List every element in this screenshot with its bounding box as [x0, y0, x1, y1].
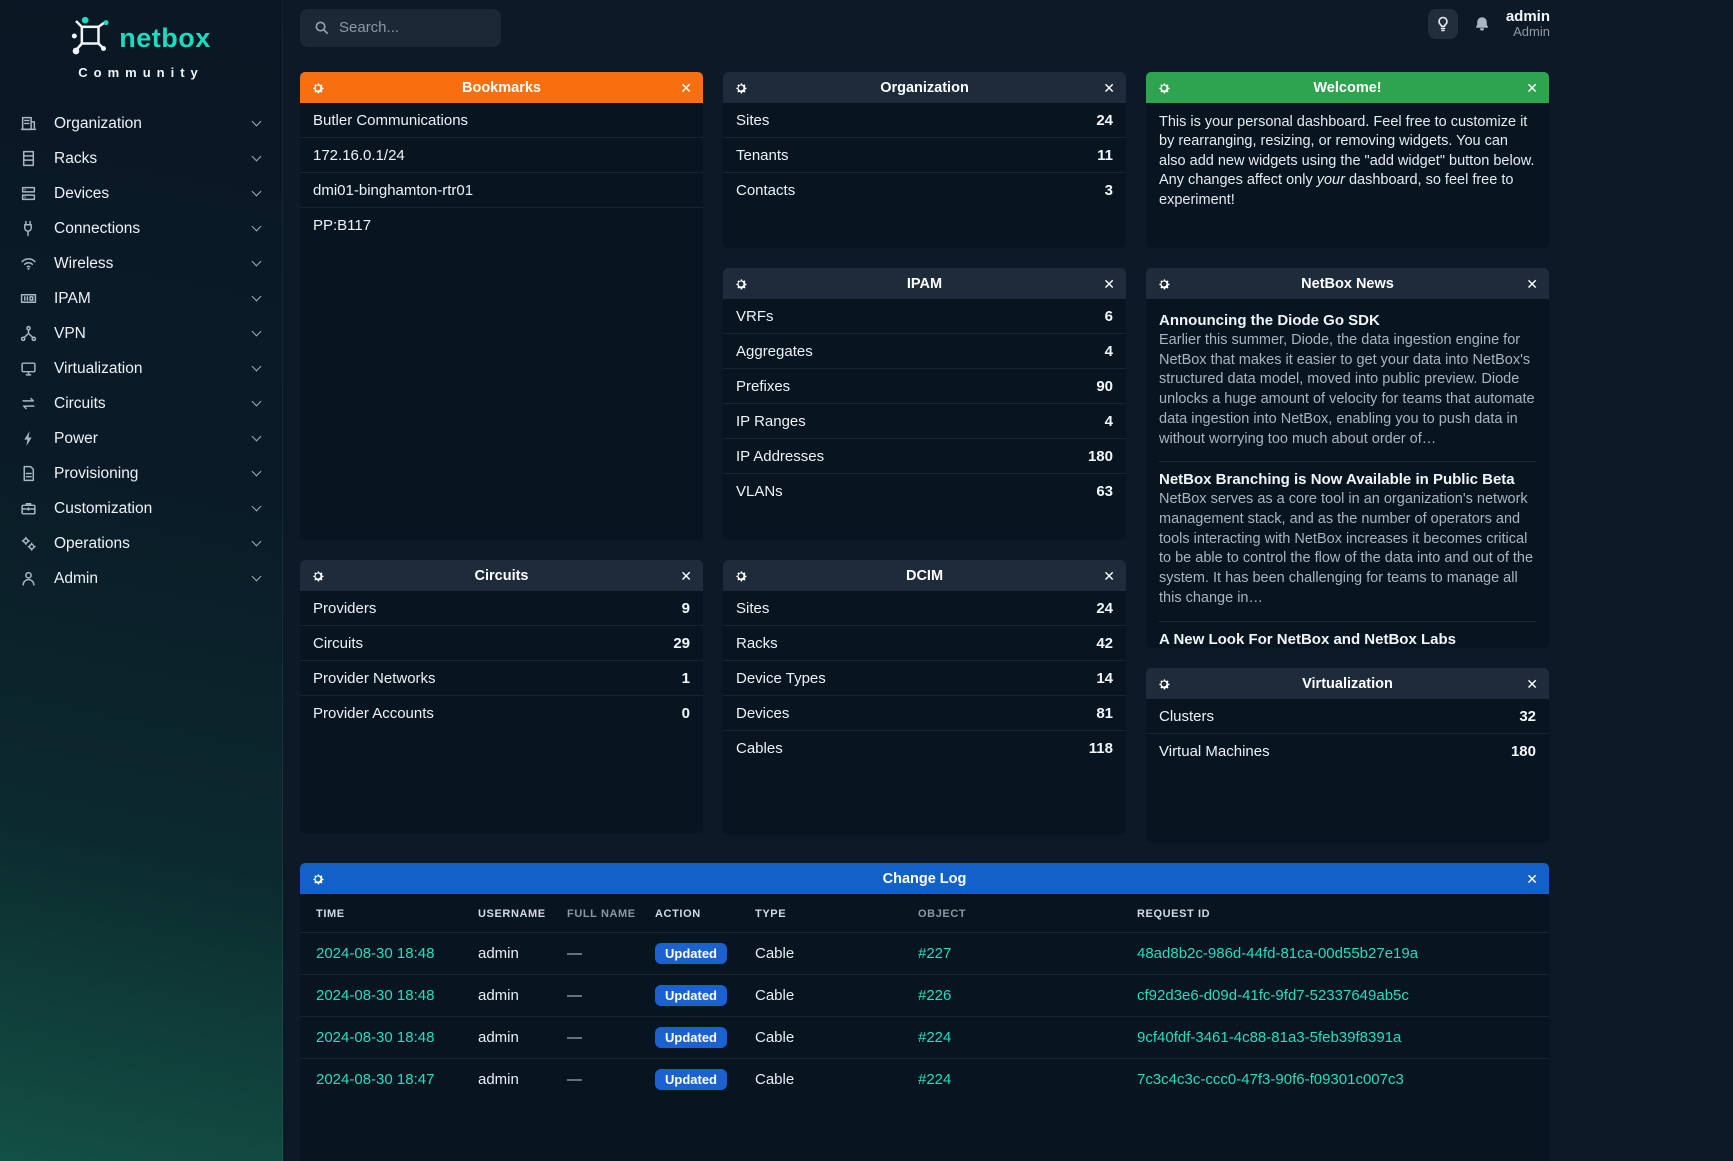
- news-article: [1159, 461, 1536, 620]
- change-username: admin: [470, 1059, 559, 1101]
- column-header-time[interactable]: TIME: [316, 908, 345, 920]
- sidebar-item-label: Wireless: [54, 254, 114, 272]
- stat-row: [723, 333, 1126, 368]
- widget-title: Circuits: [474, 567, 529, 584]
- stat-row: [723, 137, 1126, 172]
- stat-row: [723, 103, 1126, 137]
- stat-value: 24: [1096, 111, 1113, 129]
- widget-netbox-news: [1146, 268, 1549, 648]
- sidebar-item-wireless[interactable]: [0, 246, 282, 281]
- stat-label[interactable]: VLANs: [736, 482, 783, 500]
- stat-value: 180: [1510, 742, 1536, 760]
- stat-row: [300, 660, 703, 695]
- search-input[interactable]: [339, 19, 479, 36]
- sidebar-item-connections[interactable]: [0, 211, 282, 246]
- sidebar-item-organization[interactable]: [0, 106, 282, 141]
- stat-value: 81: [1096, 704, 1113, 722]
- stat-value: 4: [1104, 342, 1113, 360]
- sidebar-item-label: Racks: [54, 149, 98, 167]
- brand-name: netbox: [119, 23, 211, 53]
- building-icon: [20, 115, 37, 132]
- close-icon[interactable]: ✕: [1526, 79, 1538, 96]
- stat-value: 0: [681, 704, 690, 722]
- stat-value: 118: [1088, 739, 1113, 757]
- chevron-down-icon: [252, 257, 262, 267]
- stat-label[interactable]: Contacts: [736, 181, 796, 199]
- widget-config-gear-icon[interactable]: [1157, 81, 1171, 95]
- sidebar-item-label: Organization: [54, 114, 142, 132]
- news-article: [1159, 621, 1536, 648]
- sidebar-item-virtualization[interactable]: [0, 351, 282, 386]
- user-name: admin: [1505, 8, 1550, 25]
- stat-row: [723, 625, 1126, 660]
- widget-config-gear-icon[interactable]: [311, 81, 325, 95]
- sidebar: [0, 0, 283, 1161]
- change-full-name: —: [559, 933, 647, 975]
- widget-organization: [723, 72, 1126, 248]
- sidebar-item-provisioning[interactable]: [0, 456, 282, 491]
- lightning-icon: [20, 430, 37, 447]
- change-username: admin: [470, 933, 559, 975]
- change-full-name: —: [559, 1017, 647, 1059]
- news-article-title[interactable]: NetBox Branching is Now Available in Public Beta: [1159, 471, 1515, 489]
- stat-value: 9: [681, 599, 690, 617]
- widget-title: IPAM: [906, 275, 943, 292]
- stat-row: [300, 591, 703, 625]
- chevron-down-icon: [252, 537, 262, 547]
- user-icon: [20, 570, 37, 587]
- close-icon[interactable]: ✕: [1526, 675, 1538, 692]
- widget-virtualization: [1146, 668, 1549, 843]
- chevron-down-icon: [252, 222, 262, 232]
- widget-welcome: [1146, 72, 1549, 248]
- stat-label[interactable]: Virtual Machines: [1159, 742, 1270, 760]
- table-row: [300, 975, 1549, 1017]
- sidebar-item-label: Provisioning: [54, 464, 139, 482]
- stat-row: [723, 172, 1126, 207]
- request-id-link[interactable]: 48ad8b2c-986d-44fd-81ca-00d55b27e19a: [1137, 945, 1419, 962]
- column-header-request-id[interactable]: REQUEST ID: [1137, 908, 1211, 920]
- request-id-link[interactable]: cf92d3e6-d09d-41fc-9fd7-52337649ab5c: [1137, 987, 1409, 1004]
- column-header-username[interactable]: USERNAME: [478, 908, 546, 920]
- close-icon[interactable]: ✕: [1526, 870, 1538, 887]
- sidebar-item-label: IPAM: [54, 289, 91, 307]
- stat-row: [1146, 733, 1549, 768]
- sidebar-item-operations[interactable]: [0, 526, 282, 561]
- welcome-text: This is your personal dashboard. Feel free to customize it by rearranging, resizing, or removing widgets. You can also add new widgets using the "add widget" button below. Any changes affect only your dashboard, so feel free to experiment!: [1159, 114, 1535, 208]
- widget-change-log: [300, 863, 1549, 1161]
- widget-config-gear-icon[interactable]: [311, 872, 325, 886]
- sidebar-item-label: Operations: [54, 534, 130, 552]
- widget-title: Bookmarks: [462, 79, 541, 96]
- chevron-down-icon: [252, 117, 262, 127]
- sidebar-item-label: Admin: [54, 569, 98, 587]
- stat-row: [723, 438, 1126, 473]
- close-icon[interactable]: ✕: [680, 567, 692, 584]
- column-header-object: OBJECT: [918, 908, 967, 920]
- chevron-down-icon: [252, 467, 262, 477]
- sidebar-item-label: Devices: [54, 184, 110, 202]
- sidebar-item-label: Power: [54, 429, 98, 447]
- change-log-table: [300, 894, 1549, 1100]
- chevron-down-icon: [252, 292, 262, 302]
- widget-title: DCIM: [905, 567, 944, 584]
- widget-config-gear-icon[interactable]: [1157, 277, 1171, 291]
- chevron-down-icon: [252, 397, 262, 407]
- sidebar-item-circuits[interactable]: [0, 386, 282, 421]
- document-icon: [20, 465, 37, 482]
- widget-title: Organization: [880, 79, 969, 96]
- change-type: Cable: [747, 1017, 910, 1059]
- bookmark-item[interactable]: 172.16.0.1/24: [300, 137, 703, 172]
- action-badge: Updated: [655, 1069, 727, 1090]
- global-search[interactable]: [300, 9, 501, 47]
- request-id-link[interactable]: 7c3c4c3c-ccc0-47f3-90f6-f09301c007c3: [1137, 1071, 1404, 1088]
- stat-value: 63: [1096, 482, 1113, 500]
- rack-icon: [20, 150, 37, 167]
- object-link[interactable]: #227: [918, 945, 952, 962]
- sidebar-item-label: Virtualization: [54, 359, 143, 377]
- stat-row: [723, 730, 1126, 765]
- stat-row: [300, 625, 703, 660]
- change-time-link[interactable]: 2024-08-30 18:48: [316, 1029, 435, 1046]
- close-icon[interactable]: ✕: [1103, 275, 1115, 292]
- stat-row: [723, 473, 1126, 508]
- stat-label[interactable]: Provider Networks: [313, 669, 436, 687]
- bookmark-item[interactable]: PP:B117: [300, 207, 703, 242]
- chevron-down-icon: [252, 502, 262, 512]
- stat-label[interactable]: Racks: [736, 634, 778, 652]
- sidebar-item-customization[interactable]: [0, 491, 282, 526]
- stat-row: [723, 591, 1126, 625]
- user-role: Admin: [1513, 24, 1550, 40]
- theme-toggle-button[interactable]: [1428, 9, 1458, 39]
- change-username: admin: [470, 975, 559, 1017]
- dashboard-grid: [300, 72, 1549, 843]
- chevron-down-icon: [252, 572, 262, 582]
- sidebar-item-admin[interactable]: [0, 561, 282, 596]
- action-badge: Updated: [655, 943, 727, 964]
- stat-value: 14: [1096, 669, 1113, 687]
- widget-config-gear-icon[interactable]: [311, 569, 325, 583]
- sidebar-item-power[interactable]: [0, 421, 282, 456]
- stat-label[interactable]: Device Types: [736, 669, 826, 687]
- stat-row: [723, 660, 1126, 695]
- stat-label[interactable]: Cables: [736, 739, 783, 757]
- plug-icon: [20, 220, 37, 237]
- stat-label[interactable]: Providers: [313, 599, 377, 617]
- toolbox-icon: [20, 500, 37, 517]
- change-username: admin: [470, 1017, 559, 1059]
- widget-bookmarks: [300, 72, 703, 540]
- change-type: Cable: [747, 933, 910, 975]
- chevron-down-icon: [252, 152, 262, 162]
- close-icon[interactable]: ✕: [1526, 275, 1538, 292]
- stat-value: 180: [1087, 447, 1113, 465]
- stat-row: [723, 403, 1126, 438]
- column-header-type[interactable]: TYPE: [755, 908, 787, 920]
- change-type: Cable: [747, 1059, 910, 1101]
- stat-value: 1: [681, 669, 690, 687]
- stat-value: 4: [1104, 412, 1113, 430]
- bookmark-item[interactable]: Butler Communications: [313, 111, 469, 129]
- sidebar-item-label: VPN: [54, 324, 86, 342]
- stat-value: 29: [673, 634, 690, 652]
- widget-config-gear-icon[interactable]: [734, 81, 748, 95]
- main-content: [283, 0, 1733, 1161]
- object-link[interactable]: #224: [918, 1029, 952, 1046]
- stat-label[interactable]: Tenants: [736, 146, 789, 164]
- news-article: [1159, 303, 1536, 461]
- chevron-down-icon: [252, 432, 262, 442]
- stat-value: 90: [1096, 377, 1113, 395]
- object-link[interactable]: #224: [918, 1071, 952, 1088]
- brand[interactable]: [0, 10, 282, 106]
- lightbulb-icon: [1435, 16, 1451, 32]
- stat-value: 3: [1104, 181, 1113, 199]
- widget-title: Virtualization: [1302, 675, 1393, 692]
- topbar: [300, 0, 1733, 55]
- request-id-link[interactable]: 9cf40fdf-3461-4c88-81a3-5feb39f8391a: [1137, 1029, 1402, 1046]
- search-icon: [314, 20, 329, 35]
- widget-ipam: [723, 268, 1126, 540]
- widget-title: Change Log: [882, 870, 967, 887]
- change-full-name: —: [559, 1059, 647, 1101]
- action-badge: Updated: [655, 985, 727, 1006]
- stat-value: 11: [1097, 146, 1113, 164]
- stat-label[interactable]: VRFs: [736, 307, 774, 325]
- chevron-down-icon: [252, 362, 262, 372]
- widget-dcim: [723, 560, 1126, 835]
- column-header-full-name: FULL NAME: [567, 908, 636, 920]
- change-full-name: —: [559, 975, 647, 1017]
- netbox-logo-icon: [71, 16, 111, 61]
- counter-icon: [20, 290, 37, 307]
- stat-label[interactable]: Sites: [736, 599, 770, 617]
- news-article-body: Earlier this summer, Diode, the data ingestion engine for NetBox that makes it easier to get your data into NetBox's structured data model, moved into public preview. Diode unlocks a huge amount of velocity for teams that automate data ingestion into NetBox, enabling you to push data in without worrying too much about order of…: [1159, 332, 1535, 447]
- sidebar-item-racks[interactable]: [0, 141, 282, 176]
- stat-label[interactable]: Prefixes: [736, 377, 791, 395]
- stat-value: 42: [1096, 634, 1113, 652]
- transfer-icon: [20, 395, 37, 412]
- widget-title: Welcome!: [1313, 79, 1382, 96]
- close-icon[interactable]: ✕: [680, 79, 692, 96]
- widget-config-gear-icon[interactable]: [1157, 677, 1171, 691]
- widget-config-gear-icon[interactable]: [734, 569, 748, 583]
- stat-label[interactable]: Sites: [736, 111, 770, 129]
- gears-icon: [20, 535, 37, 552]
- sidebar-item-label: Customization: [54, 499, 153, 517]
- news-article-title[interactable]: A New Look For NetBox and NetBox Labs: [1159, 630, 1456, 648]
- user-menu[interactable]: [1506, 8, 1550, 40]
- widget-title: NetBox News: [1301, 275, 1394, 292]
- stat-value: 24: [1096, 599, 1113, 617]
- column-header-action[interactable]: ACTION: [655, 908, 701, 920]
- close-icon[interactable]: ✕: [1103, 567, 1115, 584]
- stat-row: [1146, 699, 1549, 733]
- action-badge: Updated: [655, 1027, 727, 1048]
- notifications-bell-icon[interactable]: [1474, 16, 1490, 32]
- stat-label[interactable]: Aggregates: [736, 342, 813, 360]
- sidebar-item-ipam[interactable]: [0, 281, 282, 316]
- chevron-down-icon: [252, 187, 262, 197]
- server-icon: [20, 185, 37, 202]
- table-row: [300, 933, 1549, 975]
- wifi-icon: [20, 255, 37, 272]
- stat-label[interactable]: IP Ranges: [736, 412, 806, 430]
- stat-row: [300, 695, 703, 730]
- stat-row: [723, 368, 1126, 403]
- close-icon[interactable]: ✕: [1103, 79, 1115, 96]
- chevron-down-icon: [252, 327, 262, 337]
- monitor-icon: [20, 360, 37, 377]
- bookmark-item[interactable]: dmi01-binghamton-rtr01: [300, 172, 703, 207]
- object-link[interactable]: #226: [918, 987, 952, 1004]
- stat-label[interactable]: Circuits: [313, 634, 364, 652]
- stat-row: [723, 299, 1126, 333]
- widget-config-gear-icon[interactable]: [734, 277, 748, 291]
- table-row: [300, 1017, 1549, 1059]
- stat-row: [723, 695, 1126, 730]
- news-article-body: NetBox serves as a core tool in an organization's network management stack, and as the number of operators and tools interacting with NetBox increases it becomes critical to be able to control the flow of the data into and out of the system. It has been challenging for teams to manage all this change in…: [1159, 491, 1534, 606]
- sidebar-item-label: Connections: [54, 219, 141, 237]
- stat-label[interactable]: Devices: [736, 704, 790, 722]
- change-type: Cable: [747, 975, 910, 1017]
- change-time-link[interactable]: 2024-08-30 18:48: [316, 987, 435, 1004]
- widget-circuits: [300, 560, 703, 833]
- network-nodes-icon: [20, 325, 37, 342]
- sidebar-item-devices[interactable]: [0, 176, 282, 211]
- change-time-link[interactable]: 2024-08-30 18:47: [316, 1071, 435, 1088]
- change-time-link[interactable]: 2024-08-30 18:48: [316, 945, 435, 962]
- stat-label[interactable]: Clusters: [1159, 707, 1215, 725]
- sidebar-item-vpn[interactable]: [0, 316, 282, 351]
- table-row: [300, 1059, 1549, 1101]
- stat-label[interactable]: IP Addresses: [736, 447, 825, 465]
- stat-label[interactable]: Provider Accounts: [313, 704, 434, 722]
- news-article-title[interactable]: Announcing the Diode Go SDK: [1159, 312, 1380, 329]
- stat-value: 32: [1519, 707, 1536, 725]
- brand-subtitle: Community: [78, 65, 204, 80]
- sidebar-item-label: Circuits: [54, 394, 106, 412]
- stat-value: 6: [1104, 307, 1113, 325]
